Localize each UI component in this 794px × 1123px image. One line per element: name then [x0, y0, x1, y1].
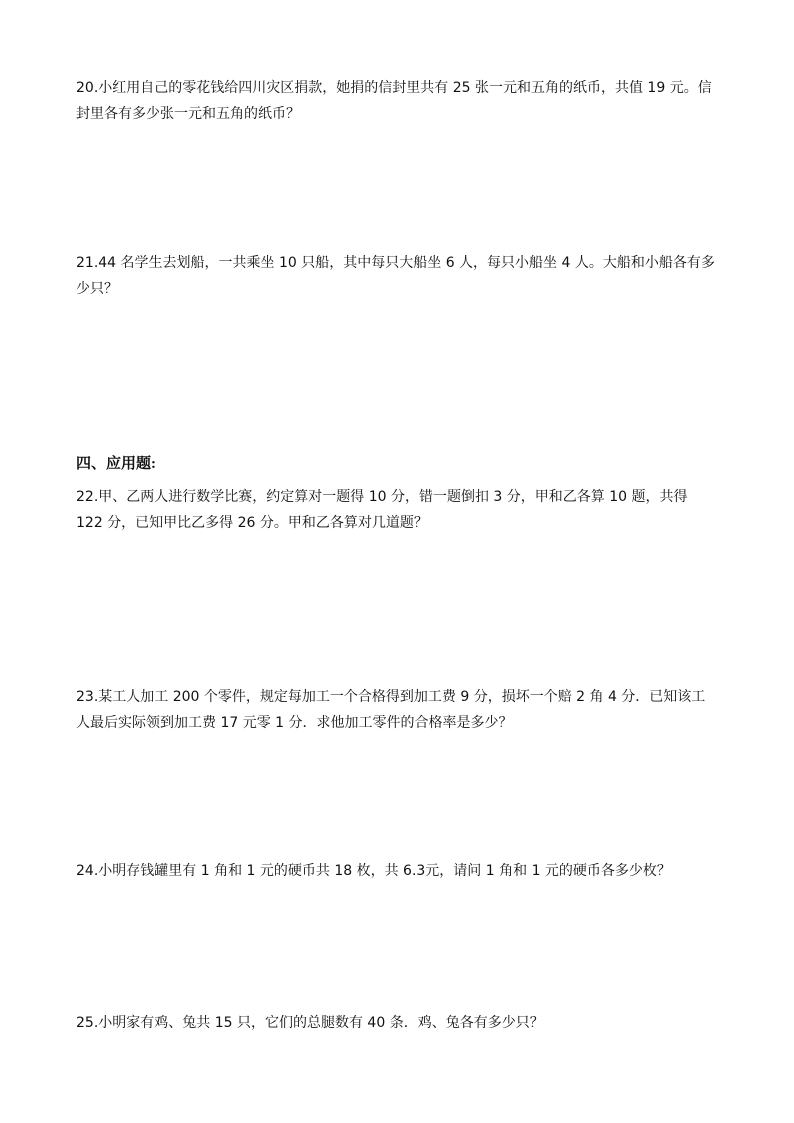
problem-25: 25.小明家有鸡、兔共 15 只，它们的总腿数有 40 条．鸡、兔各有多少只？: [76, 1015, 544, 1031]
section-heading-application: 四、应用题:: [76, 456, 156, 472]
problem-22: 22.甲、乙两人进行数学比赛，约定算对一题得 10 分，错一题倒扣 3 分，甲和乙各算 10 题，共得 122 分，已知甲比乙多得 26 分。甲和乙各算对几道题？: [76, 489, 688, 531]
problem-24: 24.小明存钱罐里有 1 角和 1 元的硬币共 18 枚，共 6.3元，请问 1 角和 1 元的硬币各多少枚？: [76, 863, 671, 879]
problem-20: 20.小红用自己的零花钱给四川灾区捐款，她捐的信封里共有 25 张一元和五角的纸币，共值 19 元。信封里各有多少张一元和五角的纸币？: [76, 80, 712, 122]
problem-21: 21.44 名学生去划船，一共乘坐 10 只船，其中每只大船坐 6 人，每只小船坐 4 人。大船和小船各有多少只？: [76, 255, 715, 297]
problem-23: 23.某工人加工 200 个零件，规定每加工一个合格得到加工费 9 分，损坏一个赔 2 角 4 分．已知该工人最后实际领到加工费 17 元零 1 分．求他加工零件的合格率是多少？: [76, 689, 706, 731]
